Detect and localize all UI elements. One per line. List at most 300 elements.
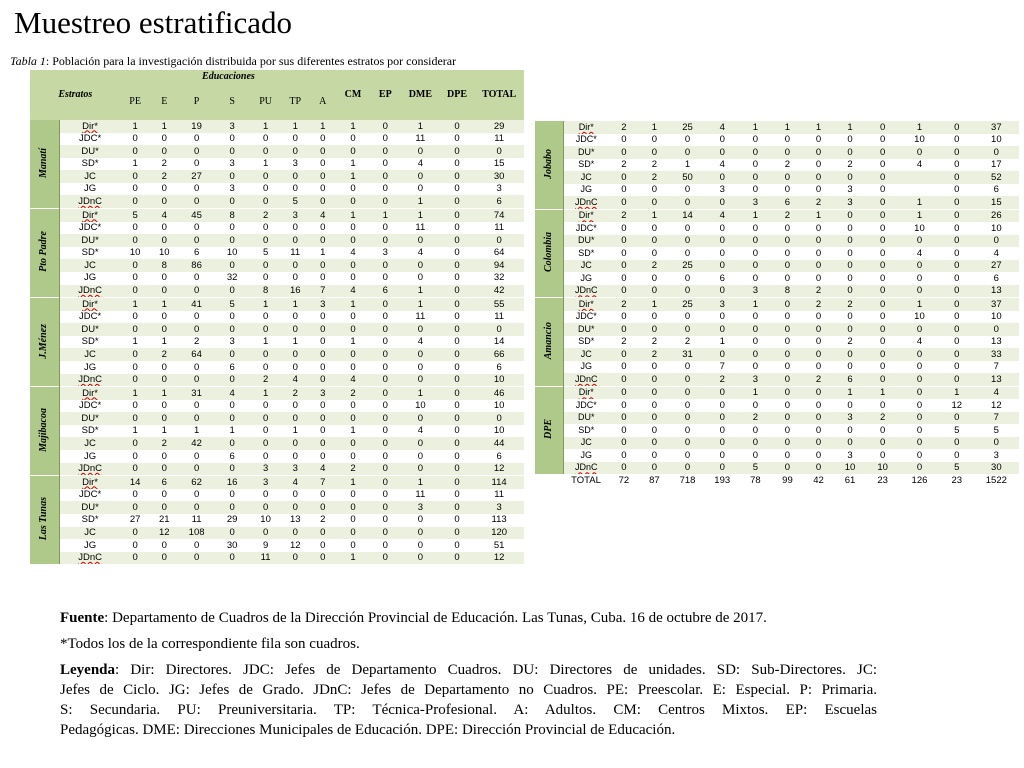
cell-value: 0 bbox=[454, 158, 460, 170]
cell-value: 27 bbox=[191, 170, 202, 182]
cell-value: 1 bbox=[132, 425, 138, 437]
table-cell bbox=[150, 145, 179, 158]
cell-value: 0 bbox=[454, 476, 460, 488]
cell-value: 11 bbox=[494, 311, 505, 323]
table-row bbox=[535, 134, 1019, 147]
cell-value: 1 bbox=[752, 121, 759, 133]
cell-value: 42 bbox=[493, 285, 505, 297]
table-cell bbox=[336, 285, 369, 298]
cell-value: 1 bbox=[161, 120, 167, 132]
cell-value: 2 bbox=[719, 373, 725, 385]
cell-value: 1 bbox=[292, 298, 298, 310]
cell-value: 0 bbox=[454, 311, 460, 323]
table-cell bbox=[121, 234, 150, 247]
table-cell bbox=[834, 196, 867, 209]
table-cell bbox=[121, 170, 150, 183]
col-header-ep: EP bbox=[370, 70, 401, 120]
cell-value: 0 bbox=[880, 235, 886, 246]
table-cell bbox=[772, 462, 804, 475]
table-cell bbox=[940, 121, 974, 134]
cell-value: 0 bbox=[621, 247, 627, 259]
table-caption bbox=[10, 54, 456, 69]
cell-value: 0 bbox=[880, 437, 886, 448]
table-cell bbox=[739, 171, 772, 184]
row-label bbox=[563, 373, 608, 386]
table-cell bbox=[474, 527, 524, 540]
cell-value: 0 bbox=[719, 247, 725, 259]
cell-value: 1 bbox=[292, 336, 298, 348]
table-cell bbox=[440, 425, 475, 438]
cell-value: 0 bbox=[350, 361, 356, 373]
table-cell bbox=[739, 146, 772, 159]
table-cell bbox=[179, 374, 215, 387]
table-cell bbox=[281, 450, 309, 463]
table-row bbox=[30, 145, 524, 158]
table-cell bbox=[899, 235, 940, 248]
table-cell bbox=[440, 412, 475, 425]
table-cell bbox=[834, 134, 867, 147]
cell-value: 1 bbox=[651, 298, 658, 310]
cell-value: 3 bbox=[993, 449, 999, 461]
table-cell bbox=[309, 259, 336, 272]
table-cell bbox=[705, 373, 739, 386]
table-cell bbox=[772, 260, 804, 273]
table-cell bbox=[440, 450, 475, 463]
cell-value: 0 bbox=[651, 449, 658, 461]
row-label bbox=[59, 323, 120, 336]
cell-value: 0 bbox=[684, 437, 691, 448]
table-cell bbox=[401, 120, 440, 133]
cell-value: 0 bbox=[382, 476, 388, 488]
table-cell bbox=[250, 145, 281, 158]
table-cell bbox=[803, 285, 834, 298]
cell-value: 0 bbox=[262, 501, 269, 513]
cell-value: 0 bbox=[752, 399, 759, 411]
table-cell bbox=[440, 501, 475, 514]
cell-value: 2 bbox=[815, 298, 822, 310]
table-cell bbox=[974, 146, 1019, 159]
table-cell bbox=[150, 272, 179, 285]
cell-value: 11 bbox=[494, 222, 505, 234]
table-row bbox=[535, 184, 1019, 197]
cell-value: 2 bbox=[350, 387, 356, 399]
table-cell bbox=[150, 539, 179, 552]
table-cell bbox=[370, 298, 401, 311]
table-cell bbox=[401, 272, 440, 285]
table-cell bbox=[121, 285, 150, 298]
table-cell bbox=[670, 121, 706, 134]
group-label-text: Manatí bbox=[38, 147, 50, 178]
table-cell bbox=[940, 386, 974, 399]
table-cell bbox=[401, 374, 440, 387]
table-cell bbox=[739, 134, 772, 147]
cell-value: 0 bbox=[684, 361, 691, 372]
legend-line bbox=[60, 660, 877, 680]
table-cell bbox=[250, 348, 281, 361]
cell-value: 6 bbox=[229, 450, 235, 462]
cell-value: 120 bbox=[491, 527, 508, 539]
table-row bbox=[535, 272, 1019, 285]
row-label-text: JC bbox=[84, 348, 96, 360]
table-cell bbox=[772, 159, 804, 172]
table-cell bbox=[705, 159, 739, 172]
cell-value: 0 bbox=[752, 272, 759, 284]
total-cell: 23 bbox=[866, 474, 899, 487]
table-cell bbox=[834, 386, 867, 399]
cell-value: 0 bbox=[496, 323, 502, 335]
cell-value: 0 bbox=[621, 272, 627, 284]
cell-value: 0 bbox=[161, 145, 167, 157]
cell-value: 0 bbox=[320, 259, 326, 271]
cell-value: 0 bbox=[916, 146, 923, 158]
table-cell bbox=[401, 489, 440, 502]
cell-value: 0 bbox=[684, 146, 691, 158]
table-cell bbox=[772, 323, 804, 336]
cell-value: 0 bbox=[815, 171, 822, 183]
cell-value: 1 bbox=[916, 121, 923, 133]
cell-value: 0 bbox=[621, 361, 627, 372]
cell-value: 0 bbox=[161, 272, 167, 284]
table-cell bbox=[121, 336, 150, 349]
cell-value: 0 bbox=[651, 146, 658, 158]
table-row bbox=[30, 374, 524, 387]
cell-value: 0 bbox=[320, 552, 326, 564]
table-cell bbox=[705, 171, 739, 184]
cell-value: 0 bbox=[784, 146, 791, 158]
table-cell bbox=[474, 285, 524, 298]
table-cell bbox=[440, 489, 475, 502]
row-label-text: DU* bbox=[81, 501, 99, 513]
table-cell bbox=[803, 184, 834, 197]
legend-line: Pedagógicas. DME: Direcciones Municipales de Educación. DPE: Dirección Provincial de Educación. bbox=[60, 722, 676, 738]
table-cell bbox=[866, 159, 899, 172]
table-cell bbox=[370, 195, 401, 208]
table-cell bbox=[609, 159, 640, 172]
total-cell: 126 bbox=[899, 474, 940, 487]
cell-value: 31 bbox=[682, 348, 693, 360]
table-cell bbox=[899, 336, 940, 349]
table-cell bbox=[214, 450, 250, 463]
cell-value: 10 bbox=[493, 374, 505, 386]
table-cell bbox=[121, 527, 150, 540]
cell-value: 1 bbox=[847, 387, 853, 398]
table-cell bbox=[150, 323, 179, 336]
cell-value: 0 bbox=[880, 348, 886, 360]
cell-value: 0 bbox=[954, 449, 960, 461]
table-cell bbox=[214, 425, 250, 438]
table-cell bbox=[772, 298, 804, 311]
cell-value: 0 bbox=[454, 323, 460, 335]
cell-value: 0 bbox=[292, 501, 298, 513]
cell-value: 37 bbox=[991, 121, 1002, 133]
cell-value: 33 bbox=[991, 348, 1002, 360]
table-cell bbox=[214, 323, 250, 336]
col-header-cm: CM bbox=[336, 70, 369, 120]
table-cell bbox=[336, 387, 369, 400]
table-cell bbox=[401, 425, 440, 438]
row-label-text: Dir* bbox=[578, 210, 594, 221]
table-cell bbox=[670, 386, 706, 399]
table-cell bbox=[440, 387, 475, 400]
table-cell bbox=[121, 539, 150, 552]
table-cell bbox=[670, 159, 706, 172]
cell-value: 0 bbox=[847, 171, 853, 183]
table-cell bbox=[974, 449, 1019, 462]
cell-value: 0 bbox=[621, 311, 627, 322]
table-cell bbox=[866, 171, 899, 184]
table-cell bbox=[281, 298, 309, 311]
table-cell bbox=[474, 247, 524, 260]
table-cell bbox=[670, 311, 706, 324]
row-label bbox=[563, 336, 608, 349]
table-cell bbox=[150, 195, 179, 208]
table-cell bbox=[866, 424, 899, 437]
cell-value: 0 bbox=[320, 272, 326, 284]
table-cell bbox=[705, 247, 739, 260]
table-cell bbox=[121, 400, 150, 413]
cell-value: 0 bbox=[784, 298, 791, 310]
row-label-text: JG bbox=[580, 449, 593, 460]
table-row bbox=[535, 298, 1019, 311]
table-cell bbox=[250, 552, 281, 565]
row-label bbox=[59, 170, 120, 183]
group-label-amancio bbox=[535, 298, 563, 387]
cell-value: 0 bbox=[292, 323, 298, 335]
table-cell bbox=[214, 336, 250, 349]
table-cell bbox=[940, 171, 974, 184]
table-cell bbox=[214, 222, 250, 235]
cell-value: 0 bbox=[684, 412, 691, 423]
cell-value: 0 bbox=[161, 552, 167, 564]
table-cell bbox=[974, 272, 1019, 285]
cell-value: 0 bbox=[262, 437, 269, 449]
cell-value: 31 bbox=[191, 387, 202, 399]
table-cell bbox=[705, 298, 739, 311]
table-cell bbox=[670, 209, 706, 222]
table-cell bbox=[370, 501, 401, 514]
cell-value: 1 bbox=[262, 336, 269, 348]
table-cell bbox=[401, 183, 440, 196]
table-cell bbox=[401, 539, 440, 552]
table-cell bbox=[214, 501, 250, 514]
cell-value: 0 bbox=[880, 171, 886, 183]
group-label-j-menez bbox=[30, 298, 59, 387]
cell-value: 10 bbox=[914, 134, 925, 145]
table-cell bbox=[639, 449, 670, 462]
table-cell bbox=[309, 425, 336, 438]
cell-value: 0 bbox=[496, 412, 502, 424]
cell-value: 0 bbox=[382, 348, 388, 360]
table-cell bbox=[739, 159, 772, 172]
row-label bbox=[59, 234, 120, 247]
cell-value: 108 bbox=[188, 527, 205, 539]
cell-value: 0 bbox=[320, 133, 326, 145]
legend-line: S: Secundaria. PU: Preuniversitaria. TP: Técnica-Profesional. A: Adultos. CM: Centros Mixtos. EP: Escuelas bbox=[60, 702, 877, 718]
table-cell bbox=[440, 361, 475, 374]
cell-value: 0 bbox=[621, 373, 627, 385]
table-cell bbox=[866, 285, 899, 298]
row-label-text: SD* bbox=[578, 247, 595, 258]
row-label-text: JDC* bbox=[79, 400, 102, 412]
cell-value: 0 bbox=[684, 285, 691, 296]
row-label bbox=[563, 247, 608, 260]
table-cell bbox=[281, 183, 309, 196]
cell-value: 0 bbox=[320, 323, 326, 335]
table-cell bbox=[609, 449, 640, 462]
table-cell bbox=[866, 323, 899, 336]
row-label bbox=[563, 121, 608, 134]
table-row bbox=[30, 120, 524, 133]
cell-value: 0 bbox=[320, 196, 326, 207]
cell-value: 0 bbox=[193, 183, 200, 195]
table-cell bbox=[281, 234, 309, 247]
cell-value: 0 bbox=[382, 412, 388, 424]
table-cell bbox=[772, 386, 804, 399]
table-cell bbox=[670, 348, 706, 361]
cell-value: 0 bbox=[132, 145, 138, 157]
cell-value: 0 bbox=[292, 450, 298, 462]
table-cell bbox=[474, 234, 524, 247]
group-label-text: J.Ménez bbox=[38, 323, 50, 359]
cell-value: 7 bbox=[320, 476, 326, 488]
cell-value: 0 bbox=[847, 272, 853, 284]
cell-value: 7 bbox=[320, 285, 326, 297]
cell-value: 0 bbox=[916, 272, 923, 284]
row-label-text: JG bbox=[84, 183, 97, 195]
cell-value: 0 bbox=[880, 399, 886, 411]
cell-value: 3 bbox=[752, 373, 759, 385]
cell-value: 0 bbox=[752, 437, 759, 448]
table-cell bbox=[899, 247, 940, 260]
table-cell bbox=[370, 463, 401, 476]
table-cell bbox=[179, 489, 215, 502]
table-cell bbox=[772, 285, 804, 298]
table-cell bbox=[309, 247, 336, 260]
cell-value: 0 bbox=[880, 134, 886, 145]
cell-value: 32 bbox=[493, 272, 505, 284]
table-cell bbox=[336, 298, 369, 311]
table-cell bbox=[639, 285, 670, 298]
cell-value: 0 bbox=[847, 260, 853, 271]
table-cell bbox=[370, 323, 401, 336]
table-cell bbox=[214, 514, 250, 527]
table-cell bbox=[705, 311, 739, 324]
total-cell: 78 bbox=[739, 474, 772, 487]
legend-line: Jefes de Ciclo. JG: Jefes de Grado. JDnC: Jefes de Departamento no Cuadros. PE: Preescolar. E: Especial. P: Primaria. bbox=[60, 682, 877, 698]
table-row bbox=[30, 527, 524, 540]
table-cell bbox=[179, 158, 215, 171]
cell-value: 0 bbox=[684, 184, 691, 195]
cell-value: 0 bbox=[262, 400, 269, 412]
table-cell bbox=[940, 184, 974, 197]
cell-value: 0 bbox=[262, 489, 269, 501]
cell-value: 0 bbox=[292, 234, 298, 246]
table-cell bbox=[370, 311, 401, 324]
table-cell bbox=[214, 387, 250, 400]
table-cell bbox=[370, 222, 401, 235]
table-cell bbox=[121, 195, 150, 208]
cell-value: 0 bbox=[847, 437, 853, 448]
cell-value: 0 bbox=[651, 134, 658, 145]
table-cell bbox=[803, 146, 834, 159]
table-cell bbox=[440, 374, 475, 387]
table-cell bbox=[705, 146, 739, 159]
cell-value: 0 bbox=[784, 323, 791, 335]
table-cell bbox=[803, 159, 834, 172]
table-row bbox=[535, 323, 1019, 336]
row-label-text: JDC* bbox=[79, 133, 102, 145]
cell-value: 0 bbox=[880, 272, 886, 284]
cell-value: 0 bbox=[454, 272, 460, 284]
table-row bbox=[30, 552, 524, 565]
cell-value: 0 bbox=[161, 234, 167, 246]
table-cell bbox=[336, 489, 369, 502]
table-cell bbox=[214, 463, 250, 476]
table-cell bbox=[609, 424, 640, 437]
cell-value: 10 bbox=[991, 222, 1002, 234]
cell-value: 0 bbox=[350, 400, 356, 412]
cell-value: 0 bbox=[350, 311, 356, 323]
table-cell bbox=[670, 260, 706, 273]
table-cell bbox=[974, 336, 1019, 349]
table-cell bbox=[370, 234, 401, 247]
cell-value: 62 bbox=[191, 476, 202, 488]
cell-value: 0 bbox=[916, 260, 923, 271]
cell-value: 0 bbox=[454, 336, 460, 348]
cell-value: 0 bbox=[382, 259, 388, 271]
cell-value: 0 bbox=[193, 412, 200, 424]
cell-value: 55 bbox=[493, 298, 505, 310]
table-cell bbox=[309, 120, 336, 133]
cell-value: 3 bbox=[719, 298, 725, 310]
table-cell bbox=[899, 449, 940, 462]
cell-value: 0 bbox=[784, 399, 791, 411]
cell-value: 0 bbox=[815, 387, 822, 398]
row-label bbox=[563, 184, 608, 197]
table-cell bbox=[281, 374, 309, 387]
cell-value: 12 bbox=[493, 463, 505, 475]
cell-value: 2 bbox=[651, 260, 658, 271]
row-label bbox=[59, 311, 120, 324]
table-cell bbox=[336, 514, 369, 527]
table-cell bbox=[440, 323, 475, 336]
table-cell bbox=[121, 552, 150, 565]
table-caption-label: Tabla 1 bbox=[10, 54, 46, 68]
table-cell bbox=[150, 336, 179, 349]
row-label-text: JC bbox=[580, 171, 592, 182]
table-cell bbox=[803, 424, 834, 437]
table-cell bbox=[250, 272, 281, 285]
cell-value: 0 bbox=[320, 183, 326, 195]
table-cell bbox=[281, 120, 309, 133]
table-cell bbox=[281, 400, 309, 413]
total-row bbox=[535, 474, 1019, 487]
table-cell bbox=[214, 183, 250, 196]
group-label-text: Colombia bbox=[542, 231, 554, 272]
table-cell bbox=[639, 437, 670, 450]
table-cell bbox=[336, 183, 369, 196]
table-cell bbox=[121, 298, 150, 311]
table-cell bbox=[250, 336, 281, 349]
cell-value: 2 bbox=[847, 298, 853, 310]
cell-value: 16 bbox=[289, 285, 301, 297]
cell-value: 3 bbox=[752, 285, 759, 296]
cell-value: 0 bbox=[719, 424, 725, 436]
cell-value: 52 bbox=[991, 171, 1002, 183]
table-cell bbox=[150, 209, 179, 222]
table-cell bbox=[803, 361, 834, 374]
cell-value: 0 bbox=[784, 361, 791, 372]
